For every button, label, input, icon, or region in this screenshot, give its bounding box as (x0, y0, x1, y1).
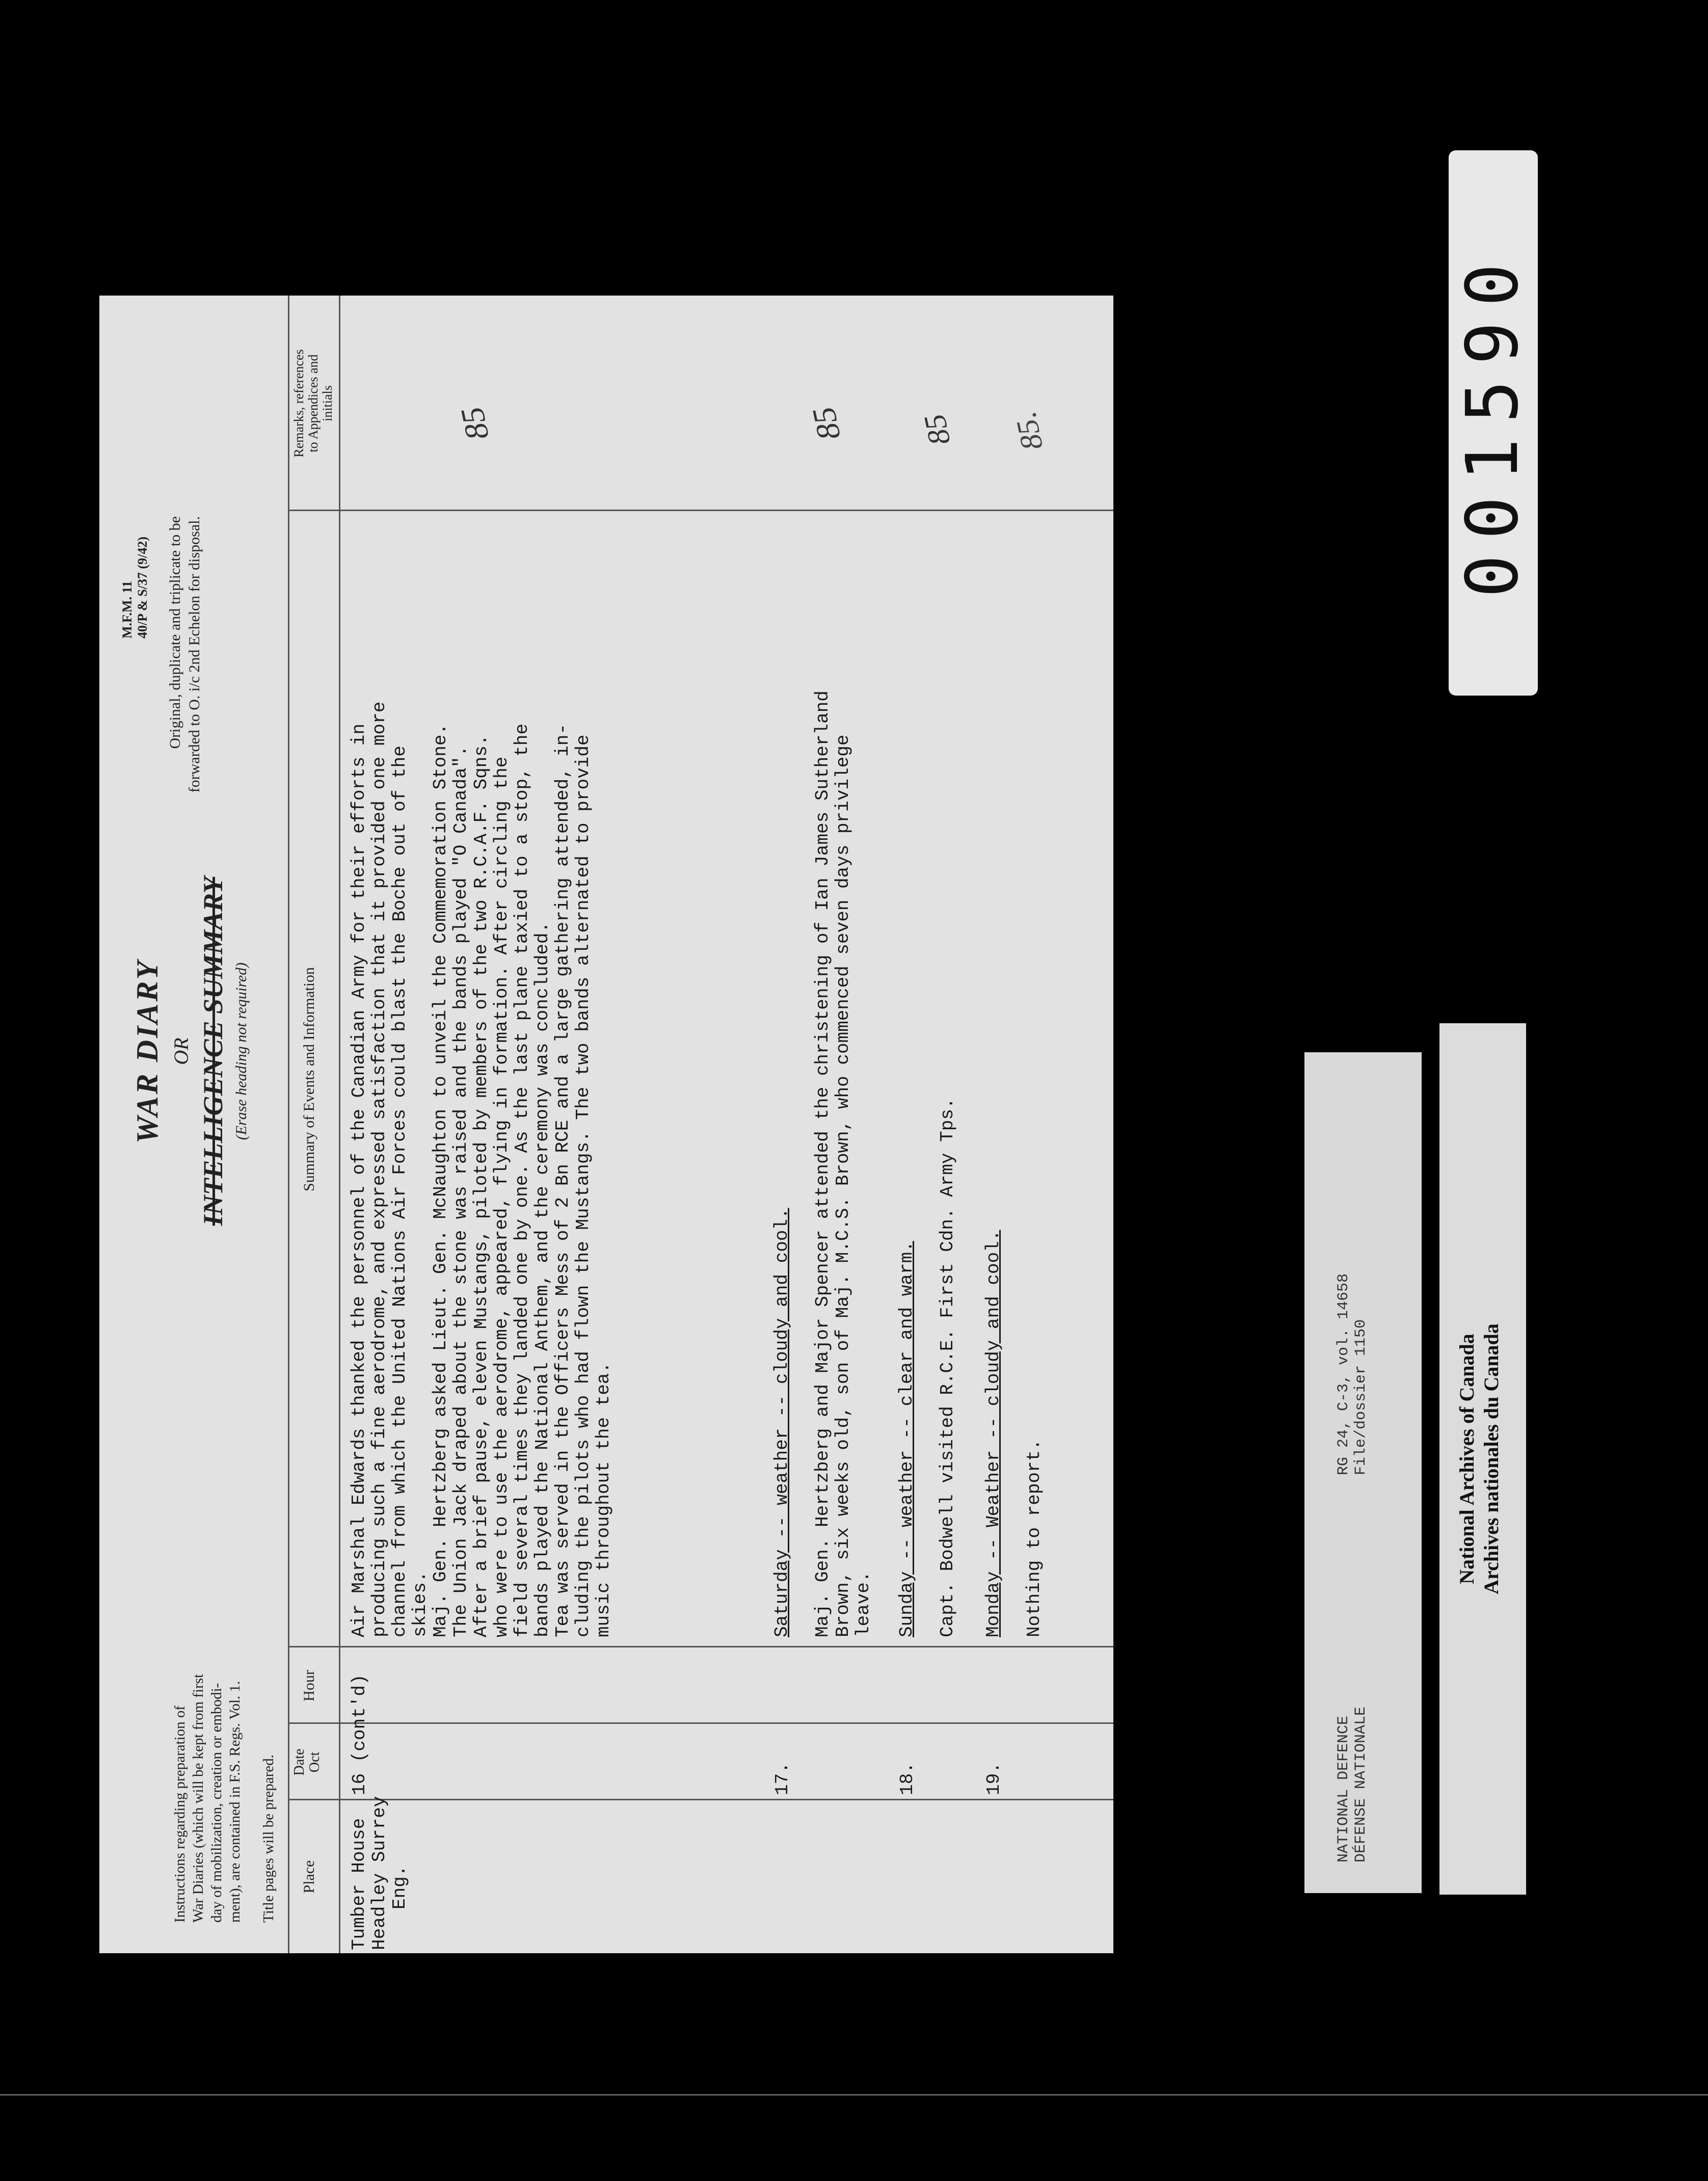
place-line-3: Eng. (389, 1865, 410, 1909)
record-reference (1335, 1273, 1370, 1475)
entry-18-line-2 (917, 1098, 938, 1637)
archives-name-en: National Archives of Canada (1455, 1334, 1478, 1584)
erase-note: (Erase heading not required) (233, 962, 250, 1140)
entry-17-line-3: Maj. Gen. Hertzberg and Major Spencer attended the christening of Ian James Sutherland (812, 690, 833, 1637)
entry-19-line-3: Nothing to report. (1024, 1439, 1045, 1637)
entry-19-line-1: Monday -- Weather -- cloudy and cool. (983, 1230, 1004, 1637)
entry-16-line-11: Tea was served in the Officers Mess of 2 Bn RCE and a large gathering attended, in- (552, 723, 573, 1637)
entry-16-line-9: field several times they landed one by one. As the last plane taxied to a stop, the (512, 723, 532, 1637)
initials-16: 85 (453, 404, 496, 443)
column-remarks-line-1: Remarks, references (291, 349, 306, 458)
entry-16-line-2: producing such a fine aerodrome, and expressed satisfaction that it provided one more (369, 701, 390, 1637)
entry-18-line-3: Capt. Bodwell visited R.C.E. First Cdn. Army Tps. (937, 1098, 958, 1637)
form-code (120, 537, 150, 639)
column-hour: Hour (301, 1670, 317, 1701)
archives-name-fr: Archives nationales du Canada (1480, 1323, 1503, 1594)
instructions-line-2: War Diaries (which will be kept from first (190, 1673, 206, 1923)
date-hour-divider (288, 1722, 1113, 1724)
column-date-month: Oct (307, 1751, 323, 1773)
forwarding-note (166, 516, 204, 842)
entry-17-line-4: Brown, six weeks old, son of Maj. M.C.S. Brown, who commenced seven days privilege (833, 734, 853, 1637)
hour-summary-divider (288, 1646, 1113, 1647)
national-archives-label (1439, 1023, 1526, 1895)
place-line-2: Headley Surrey (369, 1796, 390, 1950)
entry-16-line-12: cluding the pilots who had flown the Mustangs. The two bands alternated to provide (573, 734, 594, 1637)
instructions-line-1: Instructions regarding preparation of (172, 1706, 188, 1923)
place-cell (349, 1796, 410, 1950)
entry-17-line-1: Saturday -- weather -- cloudy and cool. (771, 1208, 792, 1637)
entry-16-line-10: bands played the National Anthem, and the ceremony was concluded. (532, 921, 553, 1637)
column-remarks (292, 296, 335, 511)
entry-18-line-1: Sunday -- weather -- clear and warm. (896, 1241, 917, 1637)
department-fr: DÉFENSE NATIONALE (1352, 1706, 1370, 1863)
column-place: Place (301, 1860, 317, 1894)
entry-16-line-3: channel from which the United Nations Air Forces could blast the Boche out of the (389, 746, 410, 1637)
intelligence-summary-title: INTELLIGENCE SUMMARY (198, 876, 228, 1226)
scan-edge-line (0, 2094, 1708, 2095)
war-diary-page (99, 296, 1113, 1953)
entry-16-text (349, 702, 614, 1637)
initials-19: 85. (1008, 409, 1050, 454)
entry-16-line-6: The Union Jack draped about the stone was raised and the bands played "O Canada". (450, 746, 471, 1637)
entry-16-line-4: skies. (410, 1571, 431, 1637)
diary-title: WAR DIARY (130, 959, 164, 1144)
column-header-rule (339, 296, 340, 1953)
entry-17-text (772, 690, 874, 1637)
file-dossier: File/dossier 1150 (1352, 1319, 1370, 1475)
entry-17-line-2 (792, 690, 813, 1637)
entry-date-16: 16 (cont'd) (349, 1674, 370, 1795)
instructions-line-4: ment), are contained in F.S. Regs. Vol. 1. (227, 1681, 243, 1923)
initials-17: 85 (805, 404, 847, 443)
summary-remarks-divider (288, 510, 1113, 511)
column-summary: Summary of Events and Information (301, 967, 317, 1191)
record-group: RG 24, C-3, vol. 14658 (1335, 1273, 1352, 1475)
column-remarks-line-3: initials (320, 385, 335, 421)
instructions (171, 1607, 278, 1923)
forwarding-line-1: Original, duplicate and triplicate to be (167, 516, 183, 749)
place-line-1: Tumber House (349, 1818, 369, 1950)
header-rule (288, 296, 289, 1953)
frame-id: 001590 (1451, 248, 1534, 598)
entry-16-line-1: Air Marshal Edwards thanked the personnel of the Canadian Army for their efforts in (349, 723, 369, 1637)
entry-19-line-2 (1004, 1230, 1024, 1637)
title-pages-note: Title pages will be prepared. (260, 1754, 277, 1923)
initials-18: 85 (917, 411, 957, 448)
entry-16-line-13: music throughout the tea. (593, 1362, 614, 1637)
title-or: OR (170, 1038, 193, 1065)
department-label (1335, 1707, 1370, 1863)
entry-date-18: 18. (897, 1762, 918, 1795)
entry-date-17: 17. (772, 1762, 793, 1795)
forwarding-line-2: forwarded to O. i/c 2nd Echelon for disposal. (186, 516, 203, 793)
entry-17-line-5: leave. (853, 1571, 874, 1637)
archive-reference-label (1304, 1052, 1422, 1893)
column-remarks-line-2: to Appendices and (306, 354, 321, 453)
archives-name (1455, 1023, 1504, 1895)
column-date (292, 1724, 323, 1800)
title-block (130, 822, 250, 1281)
entry-16-line-7: After a brief pause, eleven Mustangs, piloted by members of the two R.C.A.F. Sqns. (471, 734, 492, 1637)
entry-19-text (983, 1230, 1045, 1637)
instructions-line-3: day of mobilization, creation or embodi- (208, 1683, 225, 1923)
entry-16-line-5: Maj. Gen. Hertzberg asked Lieut. Gen. McNaughton to unveil the Commemoration Stone. (430, 723, 451, 1637)
form-code-line-1: M.F.M. 11 (120, 580, 135, 639)
form-code-line-2: 40/P & S/37 (9/42) (135, 536, 150, 639)
column-date-label: Date (291, 1748, 307, 1776)
entry-18-text (897, 1098, 958, 1637)
department-en: NATIONAL DEFENCE (1335, 1715, 1352, 1863)
frame-id-label (1449, 150, 1538, 696)
entry-date-19: 19. (983, 1762, 1004, 1795)
entry-16-line-8: who were to use the aerodrome, appeared, flying in formation. After circling the (491, 756, 512, 1637)
place-date-divider (288, 1799, 1113, 1800)
